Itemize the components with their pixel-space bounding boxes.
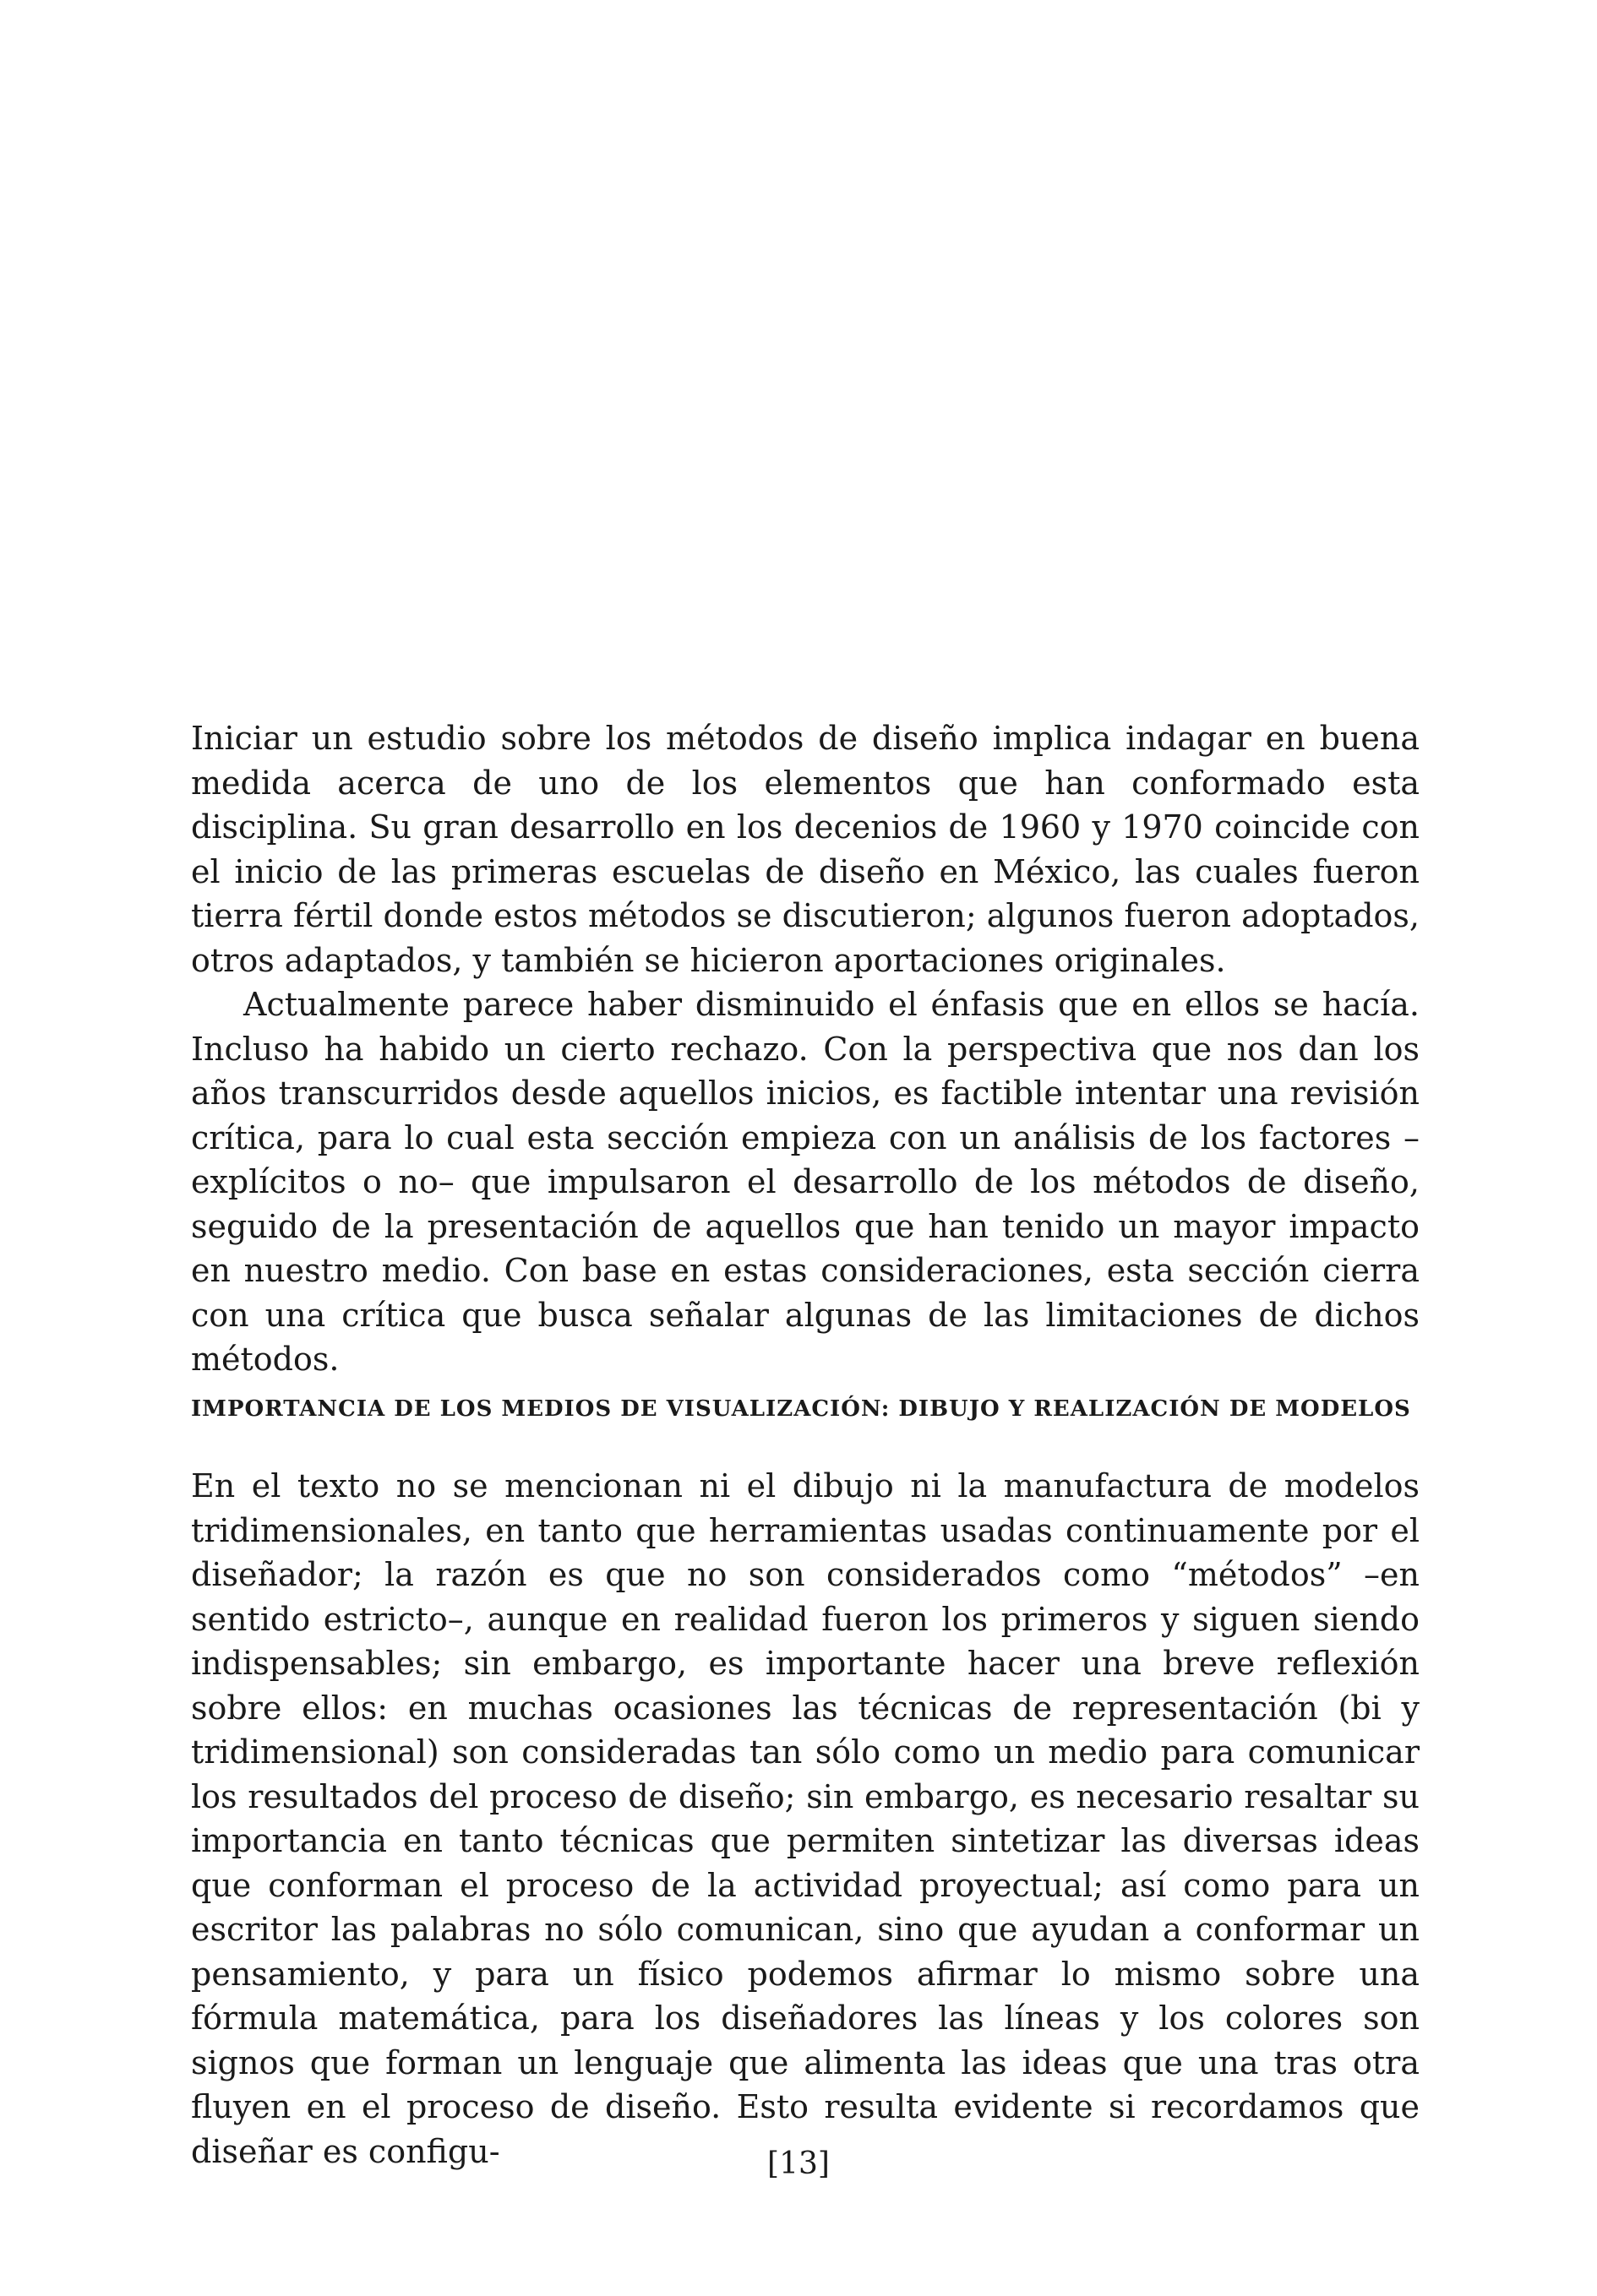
intro-text: [191, 716, 1420, 1382]
page-number: [13]: [767, 2146, 830, 2181]
intro-paragraph-2: Actualmente parece haber disminuido el énfasis que en ellos se hacía. Incluso ha habido un cierto rechazo. Con la perspectiva que nos dan los años transcurridos desde aquellos inicios, es factible intentar una revisión crítica, para lo cual esta sección empieza con un análisis de los factores –explícitos o no– que impulsaron el desarrollo de los métodos de diseño, seguido de la presentación de aquellos que han tenido un mayor impacto en nuestro medio. Con base en estas consideraciones, esta sección cierra con una crítica que busca señalar algunas de las limitaciones de dichos métodos.: [191, 986, 1420, 1378]
section-body: [191, 1464, 1420, 2174]
section-paragraph-1: En el texto no se mencionan ni el dibujo ni la manufactura de modelos tridimensionales, en tanto que herramientas usadas continuamente por el diseñador; la razón es que no son considerados como “métodos” –en sentido estricto–, aunque en realidad fueron los primeros y siguen siendo indispensables; sin embargo, es importante hacer una breve reflexión sobre ellos: en muchas ocasiones las técnicas de representación (bi y tridimensional) son consideradas tan sólo como un medio para comunicar los resultados del proceso de diseño; sin embargo, es necesario resaltar su importancia en tanto técnicas que permiten sintetizar las diversas ideas que conforman el proceso de la actividad proyectual; así como para un escritor las palabras no sólo comunican, sino que ayudan a conformar un pensamiento, y para un físico podemos afirmar lo mismo sobre una fórmula matemática, para los diseñadores las líneas y los colores son signos que forman un lenguaje que alimenta las ideas que una tras otra fluyen en el proceso de diseño. Esto resulta evidente si recordamos que diseñar es configu-: [191, 1467, 1420, 2170]
section-heading: IMPORTANCIA DE LOS MEDIOS DE VISUALIZACIÓN: DIBUJO Y REALIZACIÓN DE MODELOS: [191, 1396, 1411, 1422]
intro-paragraph-1: Iniciar un estudio sobre los métodos de diseño implica indagar en buena medida acerca de uno de los elementos que han conformado esta disciplina. Su gran desarrollo en los decenios de 1960 y 1970 coincide con el inicio de las primeras escuelas de diseño en México, las cuales fueron tierra fértil donde estos métodos se discutieron; algunos fueron adoptados, otros adaptados, y también se hicieron aportaciones originales.: [191, 720, 1420, 979]
